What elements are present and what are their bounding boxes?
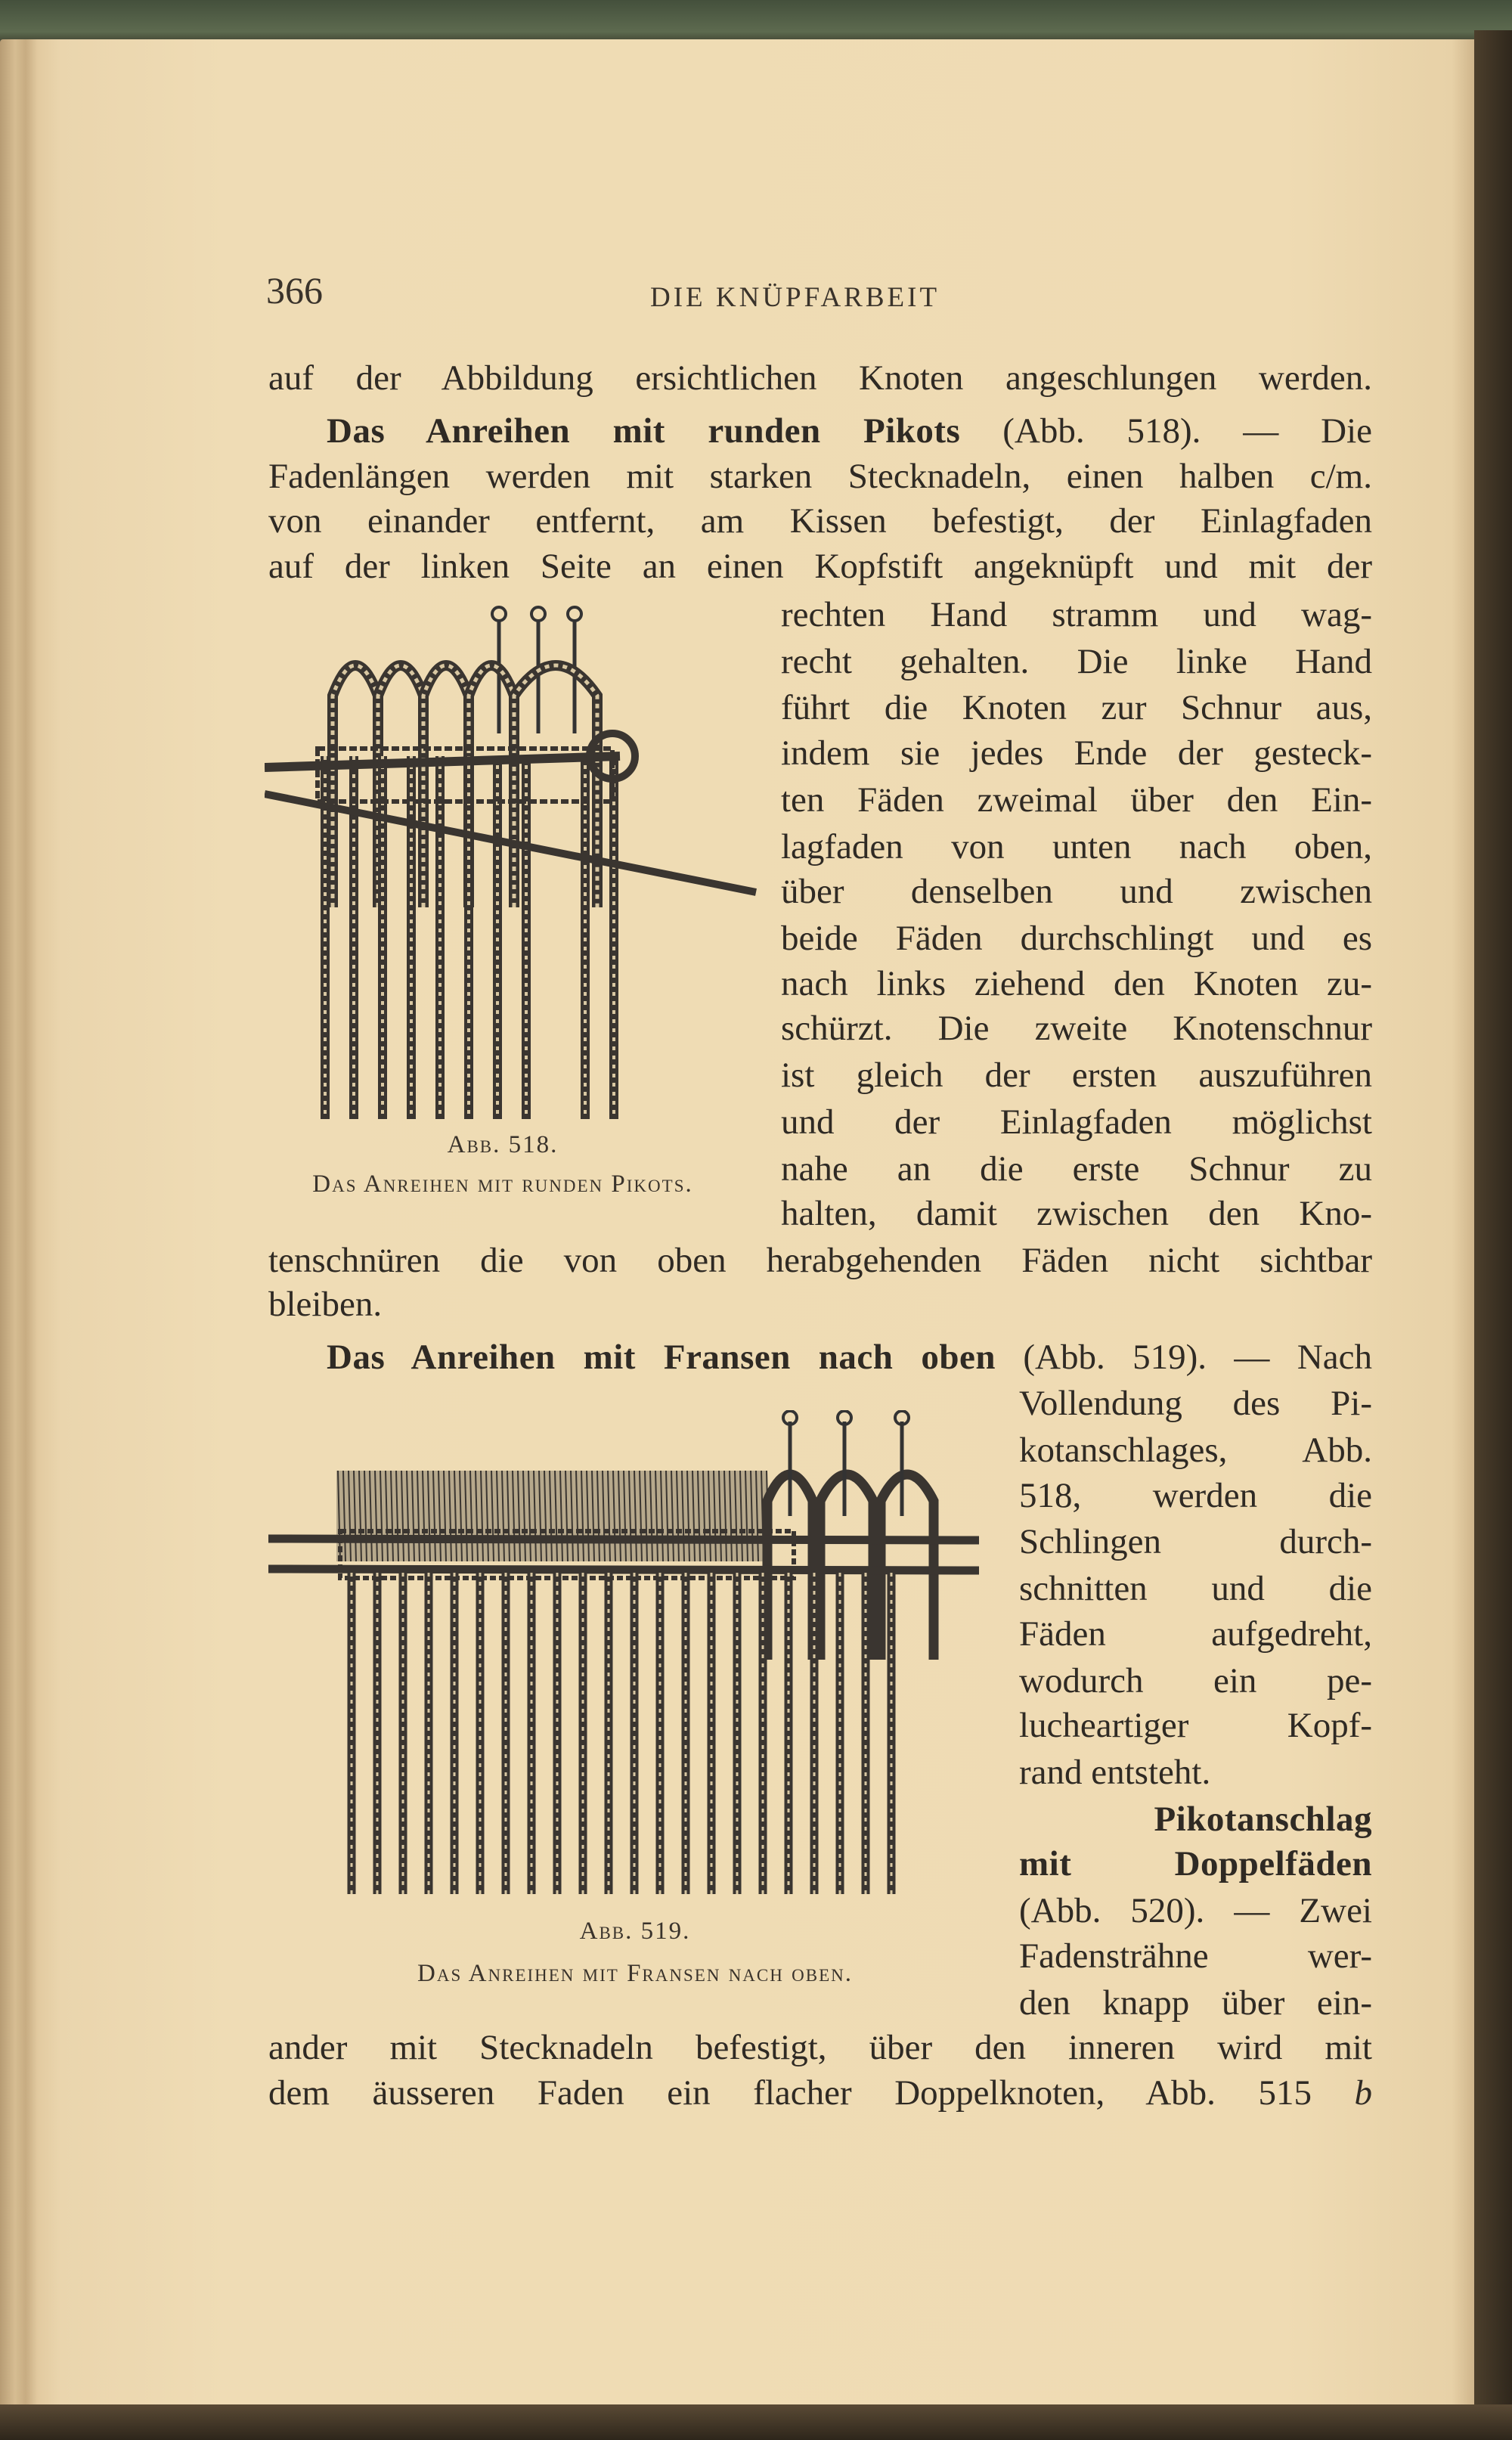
italic-reference: b bbox=[1354, 2073, 1372, 2113]
figure-519-label: Abb. 519. bbox=[579, 1918, 691, 1945]
line-text: schnitten und die bbox=[1019, 1569, 1372, 1608]
line-text: indem sie jedes Ende der gesteck- bbox=[781, 733, 1372, 773]
pin-head bbox=[531, 607, 545, 621]
text-line bbox=[781, 868, 1372, 915]
text-line bbox=[1019, 1933, 1372, 1980]
figure-519-illustration bbox=[268, 1410, 994, 1902]
text-line bbox=[268, 543, 1372, 590]
text-line bbox=[781, 591, 1372, 638]
pin-head bbox=[492, 607, 506, 621]
text-line bbox=[268, 1281, 1372, 1328]
section-heading: Pikotanschlag bbox=[1154, 1800, 1372, 1839]
cord bbox=[268, 1569, 979, 1570]
line-text: tenschnüren die von oben herabgehenden Fäden nicht sichtbar bbox=[268, 1241, 1372, 1280]
running-title: DIE KNÜPFARBEIT bbox=[650, 282, 940, 313]
line-text: auf der Abbildung ersichtlichen Knoten angeschlungen werden. bbox=[268, 358, 1372, 398]
line-text: 518, werden die bbox=[1019, 1476, 1372, 1515]
line-text: nahe an die erste Schnur zu bbox=[781, 1149, 1372, 1189]
figure-518-label: Abb. 518. bbox=[447, 1131, 559, 1158]
line-text: ist gleich der ersten auszuführen bbox=[781, 1056, 1372, 1095]
figure-519-caption: Das Anreihen mit Fransen nach oben. bbox=[417, 1960, 853, 1987]
text-line bbox=[781, 638, 1372, 685]
rope-texture bbox=[423, 665, 469, 907]
text-line bbox=[781, 823, 1372, 870]
text-line bbox=[781, 684, 1372, 731]
book-binding-top bbox=[0, 0, 1512, 45]
text-line bbox=[1019, 1840, 1372, 1887]
rope-texture bbox=[469, 665, 514, 907]
line-text: ten Fäden zweimal über den Ein- bbox=[781, 780, 1372, 820]
line-text: (Abb. 520). — Zwei bbox=[1019, 1891, 1372, 1930]
page-number: 366 bbox=[266, 269, 323, 312]
line-text: rand entsteht. bbox=[1019, 1753, 1211, 1792]
line-text: (Abb. 518). — Die bbox=[960, 411, 1372, 451]
line-text: beide Fäden durchschlingt und es bbox=[781, 919, 1372, 958]
text-line bbox=[1019, 1565, 1372, 1612]
text-line bbox=[268, 2070, 1372, 2116]
line-text: lucheartiger Kopf- bbox=[1019, 1706, 1372, 1745]
line-text: recht gehalten. Die linke Hand bbox=[781, 642, 1372, 681]
text-line bbox=[1019, 1518, 1372, 1565]
text-line bbox=[327, 408, 1372, 454]
line-text: wodurch ein pe- bbox=[1019, 1661, 1372, 1701]
text-line bbox=[1019, 1472, 1372, 1519]
text-line bbox=[1019, 1380, 1372, 1427]
cord bbox=[268, 1539, 979, 1540]
text-line bbox=[1019, 1702, 1372, 1749]
text-line bbox=[781, 915, 1372, 962]
section-heading: mit Doppelfäden bbox=[1019, 1844, 1372, 1883]
line-text: den knapp über ein- bbox=[1019, 1983, 1372, 2023]
text-line bbox=[1019, 1611, 1372, 1657]
line-text: und der Einlagfaden möglichst bbox=[781, 1102, 1372, 1142]
text-line bbox=[1019, 1749, 1372, 1796]
book-edge bbox=[1474, 30, 1512, 2440]
text-line bbox=[1019, 1887, 1372, 1934]
text-line bbox=[781, 1005, 1372, 1052]
text-line bbox=[781, 777, 1372, 823]
line-text: rechten Hand stramm und wag- bbox=[781, 595, 1372, 634]
book-edge-bottom bbox=[0, 2404, 1512, 2440]
text-line bbox=[268, 498, 1372, 544]
line-text: (Abb. 519). — Nach bbox=[995, 1338, 1372, 1377]
section-heading: Das Anreihen mit runden Pikots bbox=[327, 411, 961, 451]
line-text: bleiben. bbox=[268, 1285, 383, 1324]
line-text: kotanschlages, Abb. bbox=[1019, 1431, 1372, 1470]
line-text: Fadenlängen werden mit starken Stecknadeln, einen halben c/m. bbox=[268, 457, 1372, 496]
line-text: auf der linken Seite an einen Kopfstift angeknüpft und mit der bbox=[268, 547, 1372, 586]
line-text: von einander entfernt, am Kissen befestigt, der Einlagfaden bbox=[268, 501, 1372, 541]
text-line bbox=[781, 730, 1372, 777]
figure-518-caption: Das Anreihen mit runden Pikots. bbox=[312, 1170, 693, 1198]
text-line bbox=[781, 1146, 1372, 1192]
text-line bbox=[268, 2024, 1372, 2071]
text-line bbox=[781, 1190, 1372, 1237]
text-line bbox=[1019, 1657, 1372, 1704]
line-text: ander mit Stecknadeln befestigt, über den inneren wird mit bbox=[268, 2028, 1372, 2067]
rope-loop bbox=[423, 665, 469, 907]
figure-518-illustration bbox=[265, 605, 771, 1134]
line-text: nach links ziehend den Knoten zu- bbox=[781, 964, 1372, 1003]
text-line bbox=[781, 1052, 1372, 1099]
line-text: dem äusseren Faden ein flacher Doppelknoten, Abb. 515 bbox=[268, 2073, 1355, 2113]
line-text: über denselben und zwischen bbox=[781, 872, 1372, 911]
rope-loop bbox=[469, 665, 514, 907]
text-line bbox=[327, 1334, 1372, 1381]
line-text: schürzt. Die zweite Knotenschnur bbox=[781, 1009, 1372, 1048]
line-text: lagfaden von unten nach oben, bbox=[781, 827, 1372, 867]
text-line bbox=[268, 355, 1372, 401]
text-line bbox=[781, 960, 1372, 1007]
line-text: Fäden aufgedreht, bbox=[1019, 1614, 1372, 1654]
text-line bbox=[268, 1237, 1372, 1284]
text-line bbox=[268, 453, 1372, 500]
text-line bbox=[781, 1099, 1372, 1146]
line-text: Vollendung des Pi- bbox=[1019, 1384, 1372, 1423]
section-heading: Das Anreihen mit Fransen nach oben bbox=[327, 1338, 996, 1377]
line-text: halten, damit zwischen den Kno- bbox=[781, 1194, 1372, 1233]
pin-head bbox=[568, 607, 581, 621]
text-line bbox=[1019, 1796, 1372, 1843]
line-text: Fadensträhne wer- bbox=[1019, 1936, 1372, 1976]
text-line bbox=[1019, 1427, 1372, 1474]
line-text: führt die Knoten zur Schnur aus, bbox=[781, 688, 1372, 727]
text-line bbox=[1019, 1980, 1372, 2026]
line-text: Schlingen durch- bbox=[1019, 1522, 1372, 1561]
